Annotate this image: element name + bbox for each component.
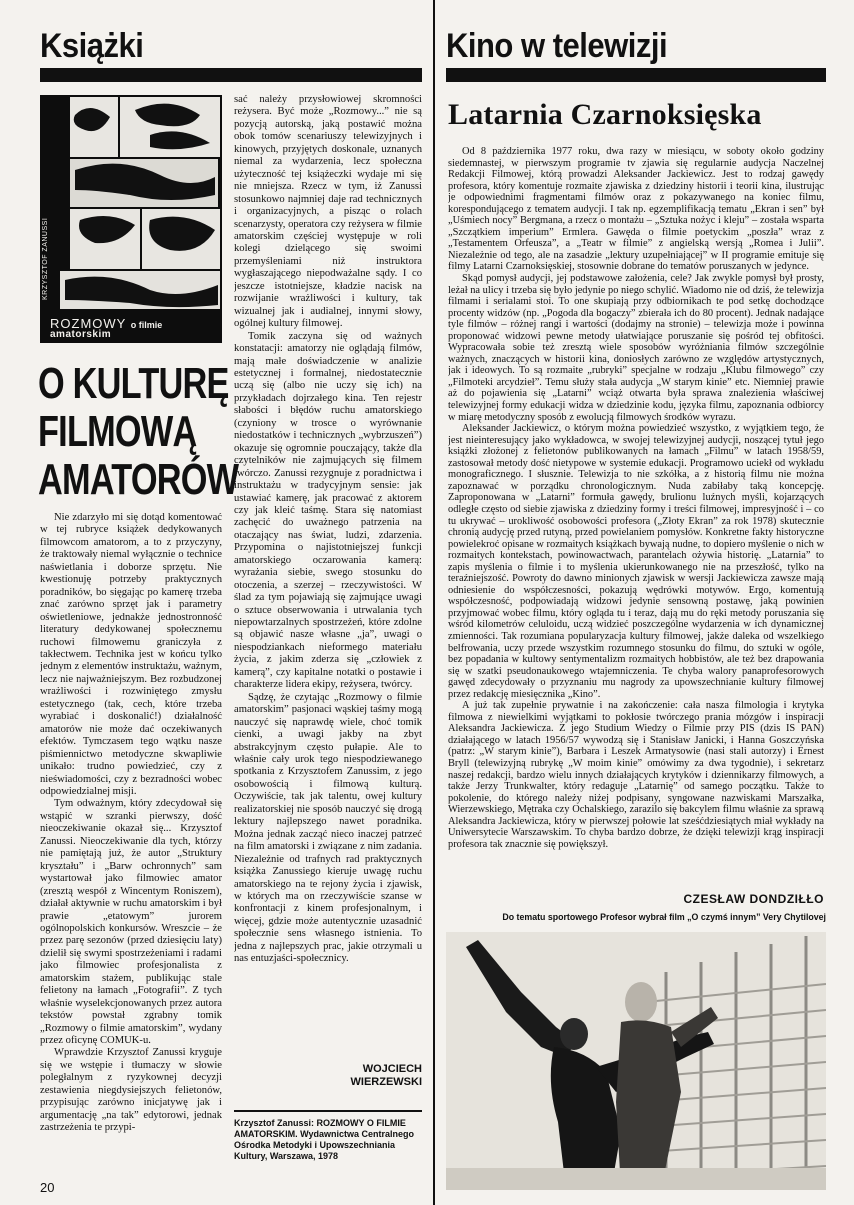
book-title-o-filmie: o filmie <box>130 320 163 330</box>
book-cover-image <box>40 95 222 343</box>
photo-caption: Do tematu sportowego Profesor wybrał film „O czymś innym” Very Chytilovej <box>502 912 826 922</box>
book-cover-artwork <box>40 95 222 343</box>
signature-dondzillo: CZESŁAW DONDZIŁŁO <box>683 892 824 906</box>
headline-line-3: AMATORÓW <box>38 455 239 504</box>
book-info-rule <box>234 1110 422 1112</box>
book-review-column-2 <box>234 94 422 1056</box>
film-still-photo <box>446 932 826 1190</box>
book-spine-text: KRZYSZTOF ZANUSSI <box>42 217 49 300</box>
book-info: Krzysztof Zanussi: ROZMOWY O FILMIE AMATORSKIM. Wydawnictwa Centralnego Ośrodka Metodyki i Upowszechniania Kultury, Warszawa, 1978 <box>234 1118 415 1161</box>
latarnia-paragraph-1: Od 8 października 1977 roku, dwa razy w miesiącu, w soboty około godziny siedemnastej, w pierwszym programie tv zjawia się regularnie audycja Naczelnej Redakcji Filmowej, którą prowadzi Aleksander Jackiewicz. Jest to rodzaj gawędy profesora, który komentuje rozmaite zjawiska z dziedziny historii i teorii kina, ilustrując je odpowiednimi fragmentami filmów oraz z pokazywanego na koniec filmu, korespondującego z tematem audycji. I tak np. egzemplifikacją tematu „Ekran i sen” był „Uśmiech nocy” Bergmana, a rzecz o montażu – „Sztuka nożyc i kleju” – została wsparta „Szczątkiem imperium” Ermlera. Gawęda o filmie poetyckim „poszła” wraz z „Testamentem Orfeusza”, a „Teatr w filmie” z angielską wersją „Romea i Julii”. Niezależnie od tego, ale na zasadzie „lektury uzupełniającej” w II programie emituje się filmy Latarni Czarnoksięskiej, stosownie dobrane do tematów poruszanych w jedynce. <box>448 146 824 273</box>
review-paragraph-col2-1: sać należy przysłowiowej skromności reżysera. Być może „Rozmowy...” nie są pozycją autorską, jaką postawić można obok tomów scenariuszy telewizyjnych i kinowych, przyjętych doskonale, uznanych niemal za wydarzenia, lecz społeczna użyteczność tej książeczki wydaje mi się nie mniejsza. Rzecz w tym, iż Zanussi stosunkowo najmniej daje rad technicznych i organizacyjnych, a pisząc o rolach scenarzysty, operatora czy reżysera w filmie amatorskim częściej występuje w roli kolegi dzielącego się swoimi przemyśleniami niż instruktora wygłaszającego niepodważalne sądy. I co jeszcze istotniejsze, kładzie nacisk na rozwijanie wrażliwości i kultury, tak wizualnej jak i audialnej, innymi słowy, ogólnej kultury filmowej. <box>234 94 422 330</box>
article-headline <box>38 359 239 504</box>
review-paragraph-col1-1: Nie zdarzyło mi się dotąd komentować w tej rubryce książek dedykowanych filmowcom amatorom, a to z przyczyny, że traktowały niemal wyłącznie o technice naświetlania i doborze sprzętu. Nie kwestionuję potrzeby praktycznych poradników, bo sięgając po kamerę trzeba znać zarówno sprzęt jak i parametry oświetleniowe, jednakże jednostronność literatury dedykowanej społecznemu ruchowi filmowemu graniczyła z takłectwem. Technika jest w końcu tylko jednym z elementów instruktażu, ważnym, lecz nie najważniejszym. Bez rozbudzonej wrażliwości i rozwiniętego zmysłu estetycznego (tak, cech, które trzeba wyrabiać i doskonalić!) działalność amatorów nie może dać oczekiwanych efektów. Tymczasem tego wątku nasze piśmiennictwo metodyczne skwapliwie unikało: trudno powiedzieć, czy z nieświadomości, czy z bezradności wobec odpowiedzialnej misji. <box>40 512 222 797</box>
headline-line-2: FILMOWĄ <box>38 407 197 456</box>
section-title-kino-w-telewizji: Kino w telewizji <box>446 25 668 65</box>
review-paragraph-col1-2: Tym odważnym, który zdecydował się wstąpić w szranki pierwszy, dość nieoczekiwanie okazał się... Krzysztof Zanussi. Nieoczekiwanie dla tych, którzy nie pamiętają już, że autor „Struktury kryształu” i „Barw ochronnych” sam wystartował jako filmowiec amator (zresztą wespół z Wincentym Roniszem), działał aktywnie w ruchu amatorskim i był prawie „etatowym” jurorem ogólnopolskich konkursów. Wreszcie – że przez parę sezonów (przed dziesięciu laty) dzielił się swymi spostrzeżeniami i radami jako filmowiec profesjonalista z amatorskim stażem, publikując stale felietony na łamach „Fotografii”. Z tych właśnie wyselekcjonowanych przez autora tekstów powstał zgrabny tomik „Rozmowy o filmie amatorskim”, wydany przez oficynę COMUK-u. <box>40 798 222 1047</box>
section-rule-right <box>446 68 826 82</box>
latarnia-paragraph-2: Skąd pomysł audycji, jej podstawowe założenia, cele? Jak zwykle pomysł był prosty, leżał na ulicy i trzeba się było jedynie po niego schylić. Wiadomo nie od dziś, że telewizja filmami i serialami stoi. To one skupiają przy odbiornikach te pod setkę dochodzące procenty widzów (np. „Pogoda dla bogaczy” zbierała ich do 80 procent). Jednak nadające tyle filmów – różnej rangi i wartości (dodajmy na stronie) – telewizja może i powinna proponować widzowi pewne metody ułatwiające poruszanie się pośród tej obfitości. Wypracowała sobie też zresztą wiele sposobów wyróżniania filmów szczególnie ważnych, znaczących w historii kina, doniosłych zarówno ze względów artystycznych, jak i ideowych. To są rozmaite „rubryki” specjalne w rodzaju „Klubu filmowego” czy „Filmoteki arcydzieł”. Temu służy stała audycja „W starym kinie” etc. Niemniej prawie aż do pojawienia się „Latarni” wciąż otwarta była sprawa znalezienia właściwej telewizyjnej formy edukacji widza w dziedzinie kodu, języka filmu, zapoznania odbiorcy w miarę metodyczny sposób z ewolucją filmowych środków wyrazu. <box>448 273 824 423</box>
section-rule-left <box>40 68 422 82</box>
review-paragraph-col1-3: Wprawdzie Krzysztof Zanussi kryguje się we wstępie i tłumaczy w słowie poległalnym z ryzykownej decyzji zestawienia niegdysiejszych felietonów, przypisując zarówno inicjatywę jak i argumentację „na tak” edytorowi, jednak zastrzeżenia te przypi- <box>40 1047 222 1134</box>
latarnia-paragraph-3: Aleksander Jackiewicz, o którym można powiedzieć wszystko, z wyjątkiem tego, że jest nieinteresujący jako wykładowca, w swojej telewizyjnej audycji, noszącej tytuł jego książki złożonej z felietonów publikowanych na łamach „Filmu” w latach 1958/59, zastosował metody dość nietypowe w systemie edukacji. Programowo uciekł od wykładu monograficznego. I słusznie. Telewizja to nie szkółka, a z historią filmu nie można zapoznawać w porządku chronologicznym. Nuda zabiłaby taką koncepcję. Zaproponowana w „Latarni” formuła gawędy, brulionu luźnych myśli, kojarzących odległe często od siebie zjawiska z dziedziny formy i treści filmowej, impresyjność i – co tu ukrywać – urokliwość osobowości profesora („Złoty Ekran” za rok 1978) skutecznie chronią audycję przed rutyną, przed powielaniem pomysłów. Konkretne fakty historyczne powielekroć opisane w rozmaitych książkach bywają nudne, to dopiero myślenie o nich w rozmaitych kontekstach, powinowactwach, parantelach ożywia historię. „Latarnia” to zapis myślenia o filmie i to myślenia ukierunkowanego nie na przeszłość, tylko na teraźniejszość. Powroty do dawno minionych zjawisk w wersji Jackiewicza zawsze mają odniesienie do współczesności, pokazują wędrówki motywów. Ergo, komentują współczesność, podpowiadają widzowi jedynie sensowną postawę, jaką powinien przyjmować wobec filmu, który ogląda tu i teraz, dają mu do ręki metody poruszania się wśród kilometrów celuloidu, uczą widzieć poszczególne wydarzenia w ich dynamicznej zmienności. Tak rozumiana popularyzacja kultury filmowej, jakże daleka od wszelkiego belfrowania, uczy przede wszystkim rozumnego stosunku do filmu, do sztuki w ogóle, bez popadania w kultowy sentymentalizm rozmaitych hobbistów, ale też bez drapowania się w szatki pseudonaukowego wtajemniczenia. Te chyba walory panaprofesorowych gawęd zdecydowały o przyznaniu mu nagrody za upowszechnianie kultury filmowej przez redakcję miesięcznika „Kino”. <box>448 423 824 700</box>
book-title-amatorskim: amatorskim <box>50 329 112 340</box>
signature-wierzewski <box>234 1063 422 1089</box>
book-review-column-1 <box>40 512 222 1182</box>
page-number: 20 <box>40 1180 55 1195</box>
latarnia-article-body <box>448 146 824 891</box>
signature-line-1: WOJCIECH <box>362 1063 422 1075</box>
section-title-ksiazki: Książki <box>40 25 144 65</box>
signature-line-2: WIERZEWSKI <box>350 1076 422 1088</box>
review-paragraph-col2-2: Tomik zaczyna się od ważnych konstatacji: amatorzy nie oglądają filmów, mają małe doświadczenie w analizie estetycznej i formalnej, niedostatecznie uczą się (albo nie uczy się ich) na przykładach dojrzałego kina. Ten rejestr słabości i błędów ruchu amatorskiego (czyniony w trosce o wyrównanie niedostatków i technicznych „wybrzuszeń”) okazuje się ogromnie pouczający, także dla czytelników nie zajmujących się filmem twórczo. Zanussi rezygnuje z poradnictwa i instruktażu w tradycyjnym sensie: jak ustawiać kamerę, jak pracować z aktorem czy jak kleić taśmę. Stara się natomiast zachęcić do uważnego patrzenia na otaczający nas świat, ludzi, zdarzenia. Przypomina o najistotniejszej funkcji amatorskiego oczarowania kamerą: wyrażania siebie, swego stosunku do otoczenia, a szerzej – rzeczywistości. W ślad za tym pojawiają się zajmujące uwagi o sztuce obserwowania i utrwalania tych niepowtarzalnych spostrzeżeń, które zdolne są objawić nasze własne „ja”, uwagi o niespodziankach nieformego materiału życia, z jakim zderza się „człowiek z kamerą”, czy kapitalne notatki o postawie i charakterze lidera ekipy, reżysera, twórcy. <box>234 330 422 691</box>
page-divider <box>433 0 435 1205</box>
review-paragraph-col2-3: Sądzę, że czytając „Rozmowy o filmie amatorskim” pasjonaci wąskiej taśmy mogą nauczyć się naprawdę wiele, choć tomik cienki, a uwagi jakby na zbyt abstrakcyjnym często pułapie. Ale to właśnie cały urok tego niespodziewanego spotkania z Krzysztofem Zanussim, z jego osobowością i filmową kulturą. Oczywiście, tak jak talentu, owej kultury realizatorskiej nie sposób nauczyć się drogą lektury najlepszego nawet poradnika. Można jednak zacząć nieco inaczej patrzeć na film amatorski i związane z nim zadania. Niezależnie od trafnych rad praktycznych książka Zanussiego kieruje uwagę ruchu amatorskiego na te rejony życia i zjawisk, w których ma on rzeczywiście szanse w konfrontacji z kinem profesjonalnym, i więcej, gdzie może autentycznie uzasadnić społecznie sens własnego istnienia. To jedna z najlepszych prac, jakie otrzymali u nas entuzjaści-społecznicy. <box>234 691 422 965</box>
headline-line-1: O KULTURĘ <box>38 359 229 408</box>
latarnia-paragraph-4: A już tak zupełnie prywatnie i na zakończenie: cała nasza filmologia i krytyka filmowa z niewielkimi wyjątkami to pokłosie twórczego prania mózgów i inspiracji Aleksandra Jackiewicza. Z jego Studium Wiedzy o Filmie przy PIS (dzis IS PAN) działającego w latach 1956/57 wywodzą się i Stanisław Janicki, i Hanna Goszczyńska (patrz: „W starym kinie”), Barbara i Leszek Armatysowie (nasi stali autorzy) i Ernest Bryll (telewizyjną rubrykę „W moim kinie” omówimy za dwa tygodnie), i sekretarz naszej redakcji, bardzo wielu innych działających krytyków i dziennikarzy filmowych, a także Jerzy Trunkwalter, który redaguje „Latarnię” od samego początku. Także to pokolenie, do którego należy niżej podpisany, syngowane nazwiskami Marszałka, Wierzewskiego, Mętraka czy Ochalskiego, zarazilo się bakcylem filmu właśnie za sprawą Aleksandra Jackiewicza, który w pierwszej połowie lat sześćdziesiątych miał wykłady na Uniwersytecie Warszawskim. To chyba bardzo dobrze, że dzięki telewizji krąg inspiracji profesora tak znacznie się powiększył. <box>448 700 824 850</box>
article-headline-latarnia: Latarnia Czarnoksięska <box>448 98 762 131</box>
film-still-illustration <box>446 932 826 1190</box>
book-title-rozmowy: ROZMOWY <box>50 316 127 331</box>
